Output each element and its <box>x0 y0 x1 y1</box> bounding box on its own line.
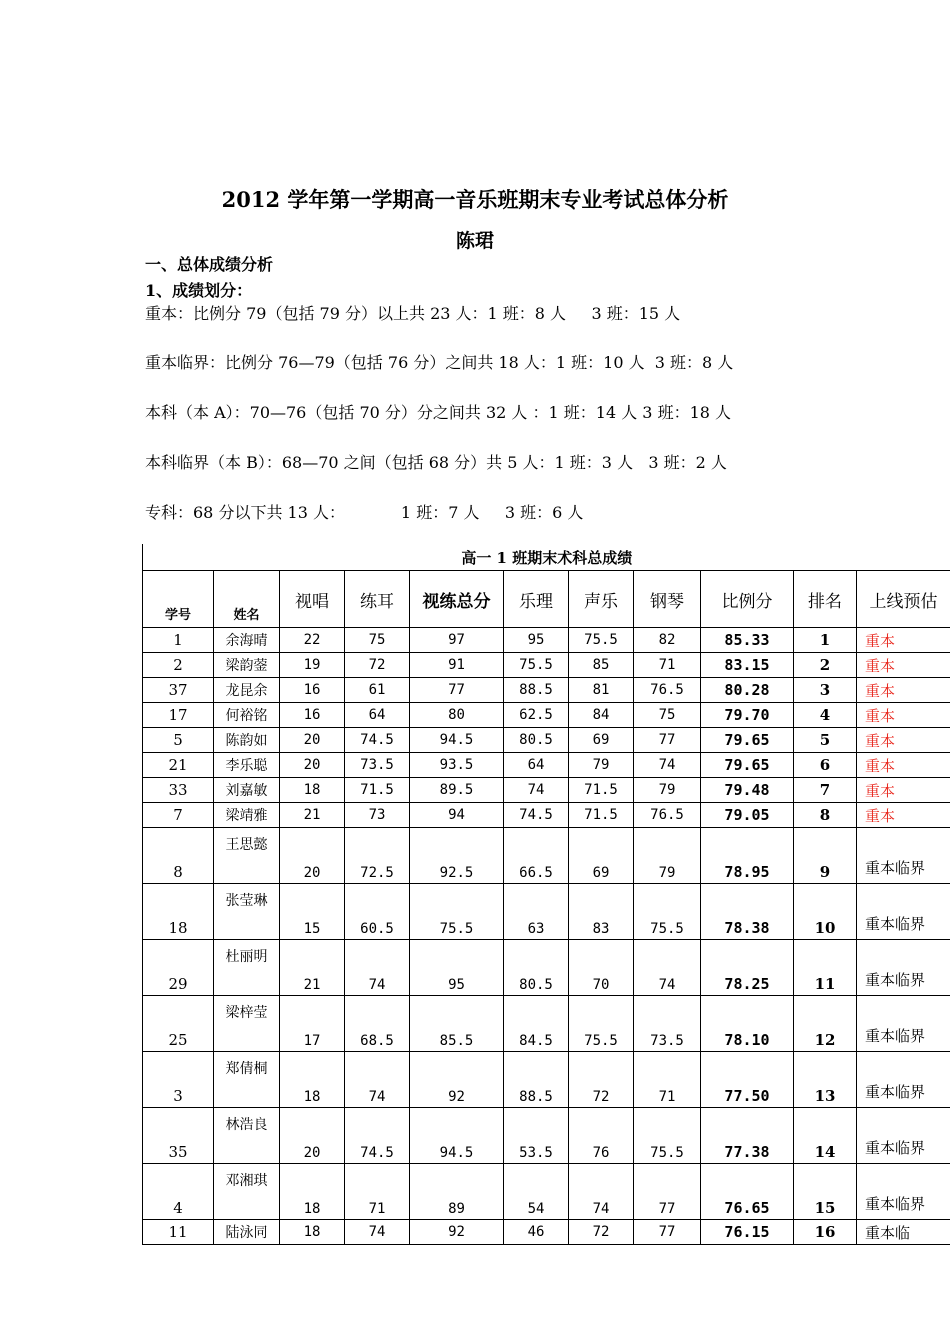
weighted-score: 79.70 <box>701 703 794 728</box>
rank: 7 <box>794 778 857 803</box>
ear-training-score: 74 <box>345 1052 410 1108</box>
piano-score: 82 <box>634 628 701 653</box>
sight-singing-score: 20 <box>280 1108 345 1164</box>
combined-total-score: 85.5 <box>410 996 504 1052</box>
weighted-score: 79.48 <box>701 778 794 803</box>
forecast: 重本临界 <box>857 1164 950 1220</box>
piano-score: 77 <box>634 728 701 753</box>
rank: 6 <box>794 753 857 778</box>
vocal-score: 71.5 <box>569 803 634 828</box>
ear-training-score: 75 <box>345 628 410 653</box>
theory-score: 62.5 <box>504 703 569 728</box>
student-id: 17 <box>143 703 214 728</box>
header-name: 姓名 <box>214 571 280 628</box>
sight-singing-score: 18 <box>280 1220 345 1245</box>
forecast: 重本 <box>857 703 950 728</box>
table-header-row <box>143 571 950 628</box>
piano-score: 77 <box>634 1220 701 1245</box>
sight-singing-score: 18 <box>280 1164 345 1220</box>
ear-training-score: 61 <box>345 678 410 703</box>
combined-total-score: 91 <box>410 653 504 678</box>
student-id: 8 <box>143 828 214 884</box>
sight-singing-score: 20 <box>280 728 345 753</box>
student-name: 李乐聪 <box>214 753 280 778</box>
sight-singing-score: 22 <box>280 628 345 653</box>
table-row <box>143 653 950 678</box>
weighted-score: 78.95 <box>701 828 794 884</box>
theory-score: 74 <box>504 778 569 803</box>
student-id: 5 <box>143 728 214 753</box>
piano-score: 74 <box>634 753 701 778</box>
theory-score: 80.5 <box>504 728 569 753</box>
theory-score: 63 <box>504 884 569 940</box>
table-row <box>143 940 950 996</box>
combined-total-score: 93.5 <box>410 753 504 778</box>
combined-total-score: 75.5 <box>410 884 504 940</box>
student-name: 梁梓莹 <box>214 996 280 1052</box>
table-row <box>143 1108 950 1164</box>
student-id: 29 <box>143 940 214 996</box>
forecast: 重本临界 <box>857 940 950 996</box>
student-name: 张莹琳 <box>214 884 280 940</box>
theory-score: 80.5 <box>504 940 569 996</box>
vocal-score: 69 <box>569 728 634 753</box>
ear-training-score: 68.5 <box>345 996 410 1052</box>
piano-score: 76.5 <box>634 678 701 703</box>
vocal-score: 69 <box>569 828 634 884</box>
ear-training-score: 74 <box>345 940 410 996</box>
table-row <box>143 996 950 1052</box>
document-title: 2012 学年第一学期高一音乐班期末专业考试总体分析 <box>221 187 729 212</box>
ear-training-score: 73.5 <box>345 753 410 778</box>
table-row <box>143 803 950 828</box>
ear-training-score: 64 <box>345 703 410 728</box>
rank: 14 <box>794 1108 857 1164</box>
table-row <box>143 728 950 753</box>
rank: 2 <box>794 653 857 678</box>
weighted-score: 80.28 <box>701 678 794 703</box>
sight-singing-score: 20 <box>280 753 345 778</box>
piano-score: 75.5 <box>634 884 701 940</box>
piano-score: 71 <box>634 1052 701 1108</box>
student-name: 梁靖雅 <box>214 803 280 828</box>
student-id: 18 <box>143 884 214 940</box>
piano-score: 79 <box>634 778 701 803</box>
subsection-heading: 1、成绩划分： <box>145 281 253 300</box>
sight-singing-score: 18 <box>280 778 345 803</box>
theory-score: 53.5 <box>504 1108 569 1164</box>
sight-singing-score: 19 <box>280 653 345 678</box>
student-name: 梁韵蓥 <box>214 653 280 678</box>
header-music-theory: 乐理 <box>504 571 569 628</box>
vocal-score: 81 <box>569 678 634 703</box>
weighted-score: 78.38 <box>701 884 794 940</box>
sight-singing-score: 16 <box>280 703 345 728</box>
forecast: 重本临界 <box>857 996 950 1052</box>
table-row <box>143 628 950 653</box>
weighted-score: 77.50 <box>701 1052 794 1108</box>
table-row <box>143 1164 950 1220</box>
table-row <box>143 703 950 728</box>
header-rank: 排名 <box>794 571 857 628</box>
weighted-score: 77.38 <box>701 1108 794 1164</box>
vocal-score: 71.5 <box>569 778 634 803</box>
combined-total-score: 97 <box>410 628 504 653</box>
combined-total-score: 94 <box>410 803 504 828</box>
student-id: 33 <box>143 778 214 803</box>
student-id: 37 <box>143 678 214 703</box>
header-vocal: 声乐 <box>569 571 634 628</box>
piano-score: 73.5 <box>634 996 701 1052</box>
header-sight-singing: 视唱 <box>280 571 345 628</box>
combined-total-score: 92 <box>410 1052 504 1108</box>
ear-training-score: 72.5 <box>345 828 410 884</box>
combined-total-score: 77 <box>410 678 504 703</box>
combined-total-score: 89.5 <box>410 778 504 803</box>
piano-score: 71 <box>634 653 701 678</box>
rank: 1 <box>794 628 857 653</box>
ear-training-score: 74.5 <box>345 1108 410 1164</box>
weighted-score: 76.65 <box>701 1164 794 1220</box>
combined-total-score: 94.5 <box>410 1108 504 1164</box>
combined-total-score: 92 <box>410 1220 504 1245</box>
rank: 8 <box>794 803 857 828</box>
rank: 12 <box>794 996 857 1052</box>
vocal-score: 76 <box>569 1108 634 1164</box>
weighted-score: 79.65 <box>701 728 794 753</box>
theory-score: 54 <box>504 1164 569 1220</box>
grade-line-undergrad-a: 本科（本 A）：70—76（包括 70 分）分之间共 32 人 ：1 班：14 人 3 班：18 人 <box>145 403 732 422</box>
author-name: 陈珺 <box>455 230 494 252</box>
student-name: 邓湘琪 <box>214 1164 280 1220</box>
header-forecast: 上线预估 <box>857 571 950 628</box>
student-id: 25 <box>143 996 214 1052</box>
vocal-score: 70 <box>569 940 634 996</box>
forecast: 重本临界 <box>857 1108 950 1164</box>
grade-line-college: 专科：68 分以下共 13 人： 1 班：7 人 3 班：6 人 <box>145 503 584 522</box>
vocal-score: 72 <box>569 1220 634 1245</box>
student-name: 杜丽明 <box>214 940 280 996</box>
vocal-score: 75.5 <box>569 628 634 653</box>
student-name: 刘嘉敏 <box>214 778 280 803</box>
table-row <box>143 828 950 884</box>
forecast: 重本 <box>857 728 950 753</box>
combined-total-score: 80 <box>410 703 504 728</box>
vocal-score: 72 <box>569 1052 634 1108</box>
ear-training-score: 60.5 <box>345 884 410 940</box>
score-table <box>142 544 950 1245</box>
weighted-score: 76.15 <box>701 1220 794 1245</box>
theory-score: 88.5 <box>504 678 569 703</box>
rank: 10 <box>794 884 857 940</box>
forecast: 重本临界 <box>857 1052 950 1108</box>
sight-singing-score: 15 <box>280 884 345 940</box>
grade-line-key-university: 重本：比例分 79（包括 79 分）以上共 23 人：1 班：8 人 3 班：15 人 <box>145 304 681 323</box>
piano-score: 74 <box>634 940 701 996</box>
theory-score: 95 <box>504 628 569 653</box>
student-id: 1 <box>143 628 214 653</box>
table-row <box>143 1220 950 1245</box>
table-caption: 高一 1 班期末术科总成绩 <box>143 544 950 571</box>
combined-total-score: 92.5 <box>410 828 504 884</box>
theory-score: 84.5 <box>504 996 569 1052</box>
forecast: 重本 <box>857 628 950 653</box>
rank: 15 <box>794 1164 857 1220</box>
section-heading: 一、总体成绩分析 <box>145 255 274 274</box>
sight-singing-score: 17 <box>280 996 345 1052</box>
combined-total-score: 95 <box>410 940 504 996</box>
weighted-score: 78.25 <box>701 940 794 996</box>
forecast: 重本 <box>857 803 950 828</box>
header-student-id: 学号 <box>143 571 214 628</box>
table-row <box>143 778 950 803</box>
vocal-score: 79 <box>569 753 634 778</box>
forecast: 重本临界 <box>857 884 950 940</box>
header-piano: 钢琴 <box>634 571 701 628</box>
rank: 3 <box>794 678 857 703</box>
student-name: 龙昆余 <box>214 678 280 703</box>
vocal-score: 83 <box>569 884 634 940</box>
header-weighted-score: 比例分 <box>701 571 794 628</box>
vocal-score: 75.5 <box>569 996 634 1052</box>
forecast: 重本 <box>857 678 950 703</box>
table-row <box>143 1052 950 1108</box>
rank: 13 <box>794 1052 857 1108</box>
student-id: 4 <box>143 1164 214 1220</box>
weighted-score: 78.10 <box>701 996 794 1052</box>
student-name: 林浩良 <box>214 1108 280 1164</box>
vocal-score: 74 <box>569 1164 634 1220</box>
combined-total-score: 94.5 <box>410 728 504 753</box>
student-name: 余海晴 <box>214 628 280 653</box>
piano-score: 79 <box>634 828 701 884</box>
student-id: 2 <box>143 653 214 678</box>
piano-score: 75.5 <box>634 1108 701 1164</box>
theory-score: 66.5 <box>504 828 569 884</box>
grade-line-undergrad-b: 本科临界（本 B）：68—70 之间（包括 68 分）共 5 人：1 班：3 人 3 班：2 人 <box>145 453 727 472</box>
vocal-score: 85 <box>569 653 634 678</box>
grade-line-key-borderline: 重本临界：比例分 76—79（包括 76 分）之间共 18 人：1 班：10 人 3 班：8 人 <box>145 353 734 372</box>
combined-total-score: 89 <box>410 1164 504 1220</box>
student-id: 35 <box>143 1108 214 1164</box>
forecast: 重本临 <box>857 1220 950 1245</box>
student-id: 21 <box>143 753 214 778</box>
student-name: 陆泳同 <box>214 1220 280 1245</box>
weighted-score: 83.15 <box>701 653 794 678</box>
sight-singing-score: 18 <box>280 1052 345 1108</box>
sight-singing-score: 21 <box>280 940 345 996</box>
student-name: 陈韵如 <box>214 728 280 753</box>
student-id: 11 <box>143 1220 214 1245</box>
theory-score: 64 <box>504 753 569 778</box>
student-name: 何裕铭 <box>214 703 280 728</box>
sight-singing-score: 20 <box>280 828 345 884</box>
sight-singing-score: 21 <box>280 803 345 828</box>
student-name: 王思懿 <box>214 828 280 884</box>
piano-score: 76.5 <box>634 803 701 828</box>
forecast: 重本 <box>857 778 950 803</box>
weighted-score: 85.33 <box>701 628 794 653</box>
weighted-score: 79.05 <box>701 803 794 828</box>
table-row <box>143 753 950 778</box>
ear-training-score: 71.5 <box>345 778 410 803</box>
table-row <box>143 884 950 940</box>
theory-score: 46 <box>504 1220 569 1245</box>
rank: 16 <box>794 1220 857 1245</box>
header-ear-training: 练耳 <box>345 571 410 628</box>
student-id: 7 <box>143 803 214 828</box>
rank: 4 <box>794 703 857 728</box>
rank: 11 <box>794 940 857 996</box>
sight-singing-score: 16 <box>280 678 345 703</box>
ear-training-score: 74.5 <box>345 728 410 753</box>
vocal-score: 84 <box>569 703 634 728</box>
forecast: 重本临界 <box>857 828 950 884</box>
rank: 9 <box>794 828 857 884</box>
forecast: 重本 <box>857 753 950 778</box>
ear-training-score: 73 <box>345 803 410 828</box>
table-row <box>143 678 950 703</box>
header-combined-total: 视练总分 <box>410 571 504 628</box>
forecast: 重本 <box>857 653 950 678</box>
piano-score: 75 <box>634 703 701 728</box>
theory-score: 88.5 <box>504 1052 569 1108</box>
rank: 5 <box>794 728 857 753</box>
theory-score: 74.5 <box>504 803 569 828</box>
ear-training-score: 74 <box>345 1220 410 1245</box>
piano-score: 77 <box>634 1164 701 1220</box>
student-name: 郑倩桐 <box>214 1052 280 1108</box>
ear-training-score: 72 <box>345 653 410 678</box>
student-id: 3 <box>143 1052 214 1108</box>
theory-score: 75.5 <box>504 653 569 678</box>
weighted-score: 79.65 <box>701 753 794 778</box>
ear-training-score: 71 <box>345 1164 410 1220</box>
